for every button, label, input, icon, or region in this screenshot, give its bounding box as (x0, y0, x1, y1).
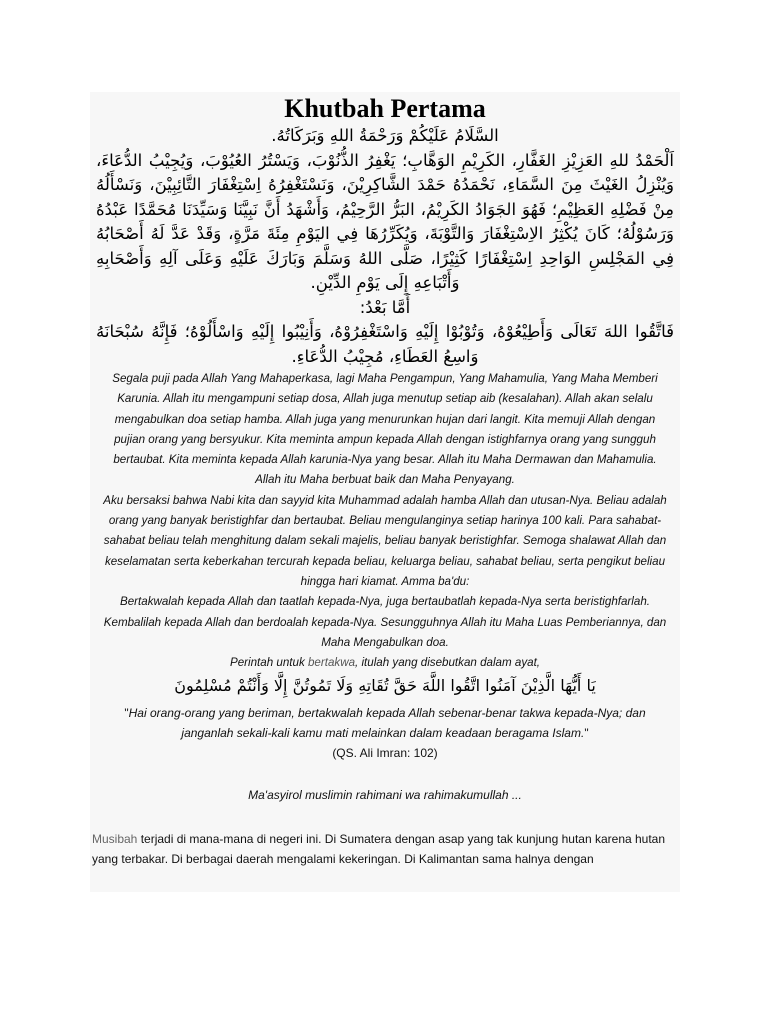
quran-verse-arabic: يَا أَيُّهَا الَّذِيْنَ آمَنُوا اتَّقُوا اللَّهَ حَقَّ تُقَاتِهِ وَلَا تَمُوتُنَّ إِلَّا وَأَنْتُمْ مُسْلِمُونَ (174, 676, 596, 696)
quran-verse-source: (QS. Ali Imran: 102) (332, 746, 438, 761)
musibah-paragraph (90, 829, 680, 869)
translation-paragraph-1: Segala puji pada Allah Yang Mahaperkasa, lagi Maha Pengampun, Yang Mahamulia, Yang Maha Memberi Karunia. Allah itu mengampuni setiap dosa, Allah juga menutup setiap aib (kesalahan). Allah akan selalu mengabulkan doa setiap hamba. Allah juga yang menurunkan hujan dari langit. Kita memuji Allah dengan pujian orang yang bersyukur. Kita meminta ampun kepada Allah dengan istighfarnya orang yang sungguh bertaubat. Kita meminta kepada Allah karunia-Nya yang besar. Allah itu Maha Dermawan dan Mahamulia. Allah itu Maha berbuat baik dan Maha Penyayang. (112, 372, 658, 487)
translation-paragraph-3: Bertakwalah kepada Allah dan taatlah kepada-Nya, juga bertaubatlah kepada-Nya serta beristighfarlah. Kembalilah kepada Allah dan berdoalah kepada-Nya. Sesungguhnya Allah itu Maha Luas Pemberiannya, dan Maha Mengabulkan doa. (103, 595, 667, 649)
page-title: Khutbah Pertama (284, 94, 486, 123)
p4-text-after: , itulah yang disebutkan dalam ayat, (355, 656, 541, 670)
quran-verse-translation: "Hai orang-orang yang beriman, bertakwalah kepada Allah sebenar-benar takwa kepada-Nya; dan janganlah sekali-kali kamu mati melainkan dalam keadaan beragama Islam." (124, 706, 646, 741)
translation-paragraph-4 (90, 653, 680, 673)
maasyirol-line: Ma'asyirol muslimin rahimani wa rahimakumullah ... (248, 788, 522, 803)
p4-text-before: Perintah untuk (229, 656, 308, 670)
arabic-salam: السَّلَامُ عَلَيْكُمْ وَرَحْمَةُ اللهِ وَبَرَكَاتُهُ. (271, 126, 499, 145)
musibah-link[interactable]: Musibah (92, 832, 138, 847)
translation-paragraph-2: Aku bersaksi bahwa Nabi kita dan sayyid kita Muhammad adalah hamba Allah dan utusan-Nya. Beliau adalah orang yang banyak beristighfar dan bertaubat. Beliau mengulanginya setiap harinya 100 kali. Para sahabat-sahabat beliau telah menghitung dalam sekali majelis, beliau banyak beristighfar. Semoga shalawat Allah dan keselamatan serta keberkahan tercurah kepada beliau, keluarga beliau, sahabat beliau, serta pengikut beliau hingga hari kiamat. Amma ba'du: (103, 493, 667, 588)
bertakwa-link[interactable]: bertakwa (307, 656, 356, 670)
arabic-amma-badu: أَمَّا بَعْدُ: (359, 297, 411, 317)
musibah-text: terjadi di mana-mana di negeri ini. Di Sumatera dengan asap yang tak kunjung hutan karena hutan yang terbakar. Di berbagai daerah mengalami kekeringan. Di Kalimantan sama halnya dengan (92, 832, 666, 867)
arabic-wasiat-paragraph: فَاتَّقُوا اللهَ تَعَالَى وَأَطِيْعُوْهُ، وَتُوْبُوْا إِلَيْهِ وَاسْتَغْفِرُوْهُ، وَأَنِيْبُوا إِلَيْهِ وَاسْأَلُوْهُ؛ فَإِنَّهُ سُبْحَانَهُ وَاسِعُ العَطَاءِ، مُجِيْبُ الدُّعَاءِ. (96, 322, 674, 366)
verse-translation-text: Hai orang-orang yang beriman, bertakwalah kepada Allah sebenar-benar takwa kepada-Nya; dan janganlah sekali-kali kamu mati melainkan dalam keadaan beragama Islam. (128, 706, 646, 741)
document-page (90, 92, 680, 892)
arabic-hamd-paragraph: اَلْحَمْدُ للهِ العَزِيْزِ الغَفَّارِ، الكَرِيْمِ الوَهَّابِ؛ يَغْفِرُ الذُّنُوْبَ، وَيَسْتُرُ العُيُوْبَ، وَيُجِيْبُ الدُّعَاءَ، وَيُنْزِلُ الغَيْثَ مِنَ السَّمَاءِ، نَحْمَدُهُ حَمْدَ الشَّاكِرِيْنَ، وَنَسْتَغْفِرُهُ اِسْتِغْفَارَ التَّائِبِيْنَ، وَنَسْأَلُهُ مِنْ فَضْلِهِ العَظِيْمِ؛ فَهُوَ الجَوَادُ الكَرِيْمُ، البَرُّ الرَّحِيْمُ، وَأَشْهَدُ أَنَّ نَبِيَّنَا وَسَيِّدَنَا مُحَمَّدًا عَبْدُهُ وَرَسُوْلُهُ؛ كَانَ يُكْثِرُ الاِسْتِغْفَارَ وَالتَّوْبَةَ، وَيُكَرِّرُهَا فِي اليَوْمِ مِئَةَ مَرَّةٍ، وَقَدْ عَدَّ لَهُ أَصْحَابُهُ فِي المَجْلِسِ الوَاحِدِ اِسْتِغْفَارًا كَثِيْرًا، صَلَّى اللهُ وَسَلَّمَ وَبَارَكَ عَلَيْهِ وَعَلَى آلِهِ وَأَصْحَابِهِ وَأَتْبَاعِهِ إِلَى يَوْمِ الدِّيْنِ. (96, 150, 674, 292)
